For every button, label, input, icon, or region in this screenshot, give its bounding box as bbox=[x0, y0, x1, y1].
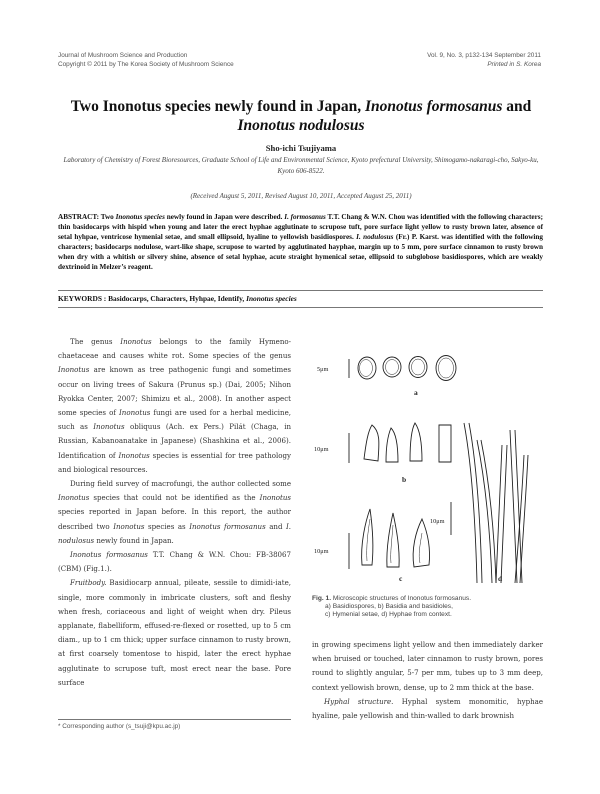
author-name: Sho-ichi Tsujiyama bbox=[265, 143, 337, 153]
abstract: ABSTRACT: Two Inonotus species newly found in Japan were described. I. formosanus T.T. Chang & W.N. Chou was identified with the following characters; thin basidocarps with hispid when young and later the erect hyphae agglutinate to scrupose tuft, pore surface light yellow to rusty brown later, absence of setal hyhpae, ventricose hymenial setae, and small ellipsoid, hyaline to yellowish basidiospores. I. nodulosus (Fr.) P. Karst. was identified with the following characters; basidocarps nodulose, wart-like shape, scrupose to warted by agglutinated hayphae, margin up to 5 mm, pore surface cinnamon to rusty brown when dry with a whitish or silvery shine, absence of setal hyphae, acute straight hymenical setae, ellipsoid to subglobose basidiospores, which are weakly dextrinoid in Melzer’s reagent. bbox=[58, 213, 543, 272]
corresponding-author-footnote: * Corresponding author (s_tsuji@kpu.ac.jp) bbox=[58, 723, 181, 730]
figure-caption: Fig. 1. Microscopic structures of Inonotus formosanus. a) Basidiospores, b) Basidia and basidioles, c) Hymenial setae, d) Hyphae from context. bbox=[312, 595, 472, 619]
received-dates: (Received August 5, 2011, Revised August 10, 2011, Accepted August 25, 2011) bbox=[190, 192, 412, 200]
panel-label-d: d bbox=[498, 574, 503, 583]
scale-label-b: 10μm bbox=[314, 446, 329, 453]
basidiospores-drawing bbox=[349, 356, 456, 381]
paragraph: Fruitbody. Basidiocarp annual, pileate, sessile to dimidi-iate, single, more commonly in imbricate clusters, soft and fleshy when fresh, coriaceous and light of weight when dry. Pileus applanate, flabelliform, effused-re-flexed or rosetted, up to 5 cm diam., up to 1 cm thick; upper surface cinnamon to rusty brown, at first coarsely tomentose to hispid, later the erect hyphae agglutinate to scrupose tuft, most erect near the base. Pore surface bbox=[58, 578, 291, 687]
printed-line: Printed in S. Korea bbox=[487, 60, 541, 68]
paragraph: During field survey of macrofungi, the author collected some Inonotus species that could not be identified as the Inonotus species reported in Japan before. In this report, the author described two Inonotus species as Inonotus formosanus and I. nodulosus newly found in Japan. bbox=[58, 479, 291, 545]
figure-1 bbox=[312, 335, 543, 593]
hymenial-setae-drawing bbox=[349, 509, 430, 569]
footnote-divider bbox=[58, 719, 291, 720]
hyphae-drawing bbox=[451, 423, 528, 583]
journal-header bbox=[58, 52, 234, 69]
journal-name: Journal of Mushroom Science and Production bbox=[58, 52, 188, 59]
issue-header bbox=[427, 52, 541, 69]
basidia-drawing bbox=[349, 423, 451, 463]
keywords: KEYWORDS : Basidocarps, Characters, Hyhpae, Identify, Inonotus species bbox=[58, 294, 297, 303]
panel-label-b: b bbox=[402, 475, 407, 484]
paragraph: in growing specimens light yellow and then immediately darker when bruised or touched, later cinnamon to rusty brown, pores round to slightly angular, 5-7 per mm, tubes up to 3 mm deep, context yellowish brown, dense, up to 2 mm thick at the base. bbox=[312, 640, 543, 692]
volume-line: Vol. 9, No. 3, p132-134 September 2011 bbox=[427, 52, 541, 59]
scale-label-d: 10μm bbox=[430, 518, 445, 525]
body-right-column bbox=[312, 638, 543, 723]
microscopy-drawing bbox=[312, 335, 543, 593]
paragraph: Hyphal structure. Hyphal system monomitic, hyphae hyaline, pale yellowish and thin-walled to dark brownish bbox=[312, 696, 543, 721]
panel-label-a: a bbox=[414, 388, 418, 397]
affiliation: Laboratory of Chemistry of Forest Bioresources, Graduate School of Life and Environmental Science, Kyoto prefectural University, Shimogamo-nakaragi-cho, Sakyo-ku, Kyoto 606-8522. bbox=[63, 156, 539, 175]
scale-label-a: 5μm bbox=[317, 366, 329, 373]
paragraph: The genus Inonotus belongs to the family Hymeno-chaetaceae and causes white rot. Some species of the genus Inonotus are known as tree pathogenic fungi and sometimes occur on living trees of Sakura (Prunus sp.) (Dai, 2005; Nihon Ryokka Center, 2007; Shimizu et al., 2008). In another aspect some species of Inonotus fungi are used for a herbal medicine, such as Inonotus obliquus (Ach. ex Pers.) Pilát (Chaga, in Russian, Kabanoanatake in Japanese) (Shashkina et al., 2006). Identification of Inonotus species is essential for tree pathology and biological resources. bbox=[58, 337, 291, 474]
paper-title: Two Inonotus species newly found in Japan, Inonotus formosanus and Inonotus nodulosus bbox=[70, 98, 532, 134]
divider bbox=[58, 307, 543, 308]
divider bbox=[58, 290, 543, 291]
body-left-column bbox=[58, 335, 291, 690]
copyright-line: Copyright © 2011 by The Korea Society of Mushroom Science bbox=[58, 60, 234, 68]
scale-label-c: 10μm bbox=[314, 548, 329, 555]
paragraph: Inonotus formosanus T.T. Chang & W.N. Chou: FB-38067 (CBM) (Fig.1.). bbox=[58, 550, 291, 574]
panel-label-c: c bbox=[399, 574, 403, 583]
